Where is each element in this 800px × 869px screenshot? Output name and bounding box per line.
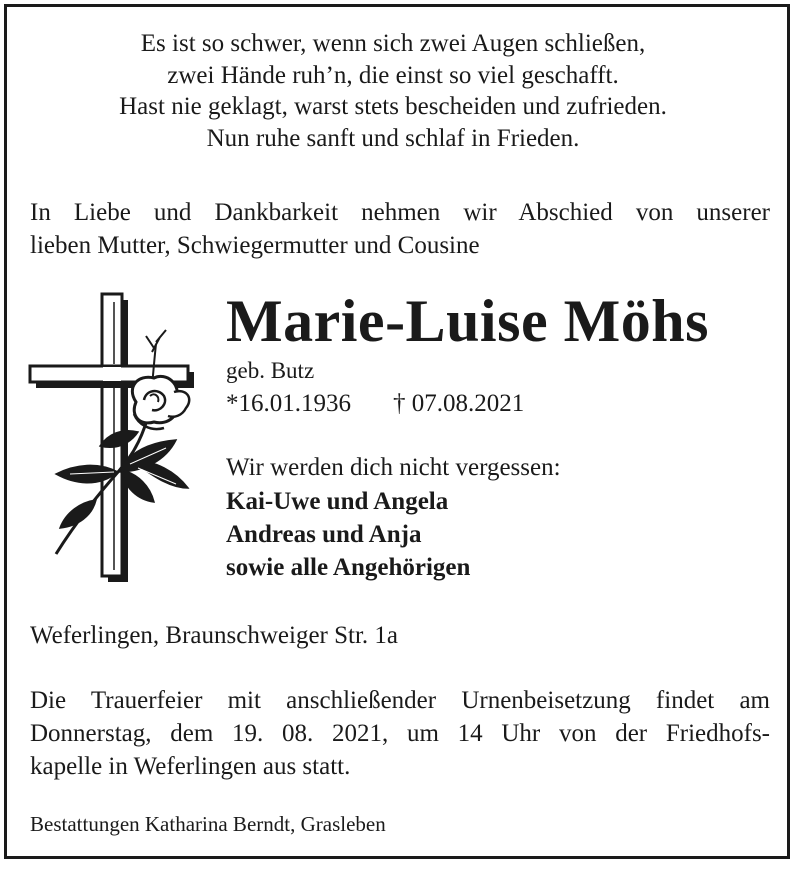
family-address: Weferlingen, Braunschweiger Str. 1a — [30, 622, 399, 649]
verse-line: zwei Hände ruh’n, die einst so viel geschafft. — [167, 61, 619, 89]
life-dates — [226, 388, 524, 420]
intro-line: lieben Mutter, Schwiegermutter und Cousine — [30, 232, 480, 259]
farewell-intro — [30, 196, 770, 262]
death-date: † 07.08.2021 — [393, 390, 525, 417]
ceremony-line: Die Trauerfeier mit anschließender Urnenbeisetzung findet am — [30, 687, 770, 714]
cross-with-rose-icon — [26, 292, 206, 587]
mourner-name: Andreas und Anja — [226, 521, 422, 548]
verse-line: Es ist so schwer, wenn sich zwei Augen schließen, — [140, 30, 646, 57]
mourner-name: sowie alle Angehörigen — [226, 554, 471, 581]
verse-line: Nun ruhe sanft und schlaf in Frieden. — [206, 124, 580, 152]
deceased-name: Marie-Luise Möhs — [226, 288, 709, 354]
intro-line: In Liebe und Dankbarkeit nehmen wir Abschied von unserer — [30, 199, 770, 226]
birth-name: geb. Butz — [226, 358, 315, 383]
mourners-intro: Wir werden dich nicht vergessen: — [226, 454, 561, 481]
mourners-list — [226, 485, 470, 584]
undertaker-credit: Bestattungen Katharina Berndt, Grasleben — [30, 812, 386, 836]
verse-line: Hast nie geklagt, warst stets bescheiden und zufrieden. — [119, 93, 667, 120]
ceremony-line: kapelle in Weferlingen aus statt. — [30, 753, 351, 780]
funeral-details — [30, 684, 770, 783]
memorial-verse — [0, 28, 786, 154]
mourner-name: Kai-Uwe und Angela — [226, 488, 449, 515]
ceremony-line: Donnerstag, dem 19. 08. 2021, um 14 Uhr von der Friedhofs- — [30, 720, 770, 747]
birth-date: *16.01.1936 — [226, 390, 351, 417]
